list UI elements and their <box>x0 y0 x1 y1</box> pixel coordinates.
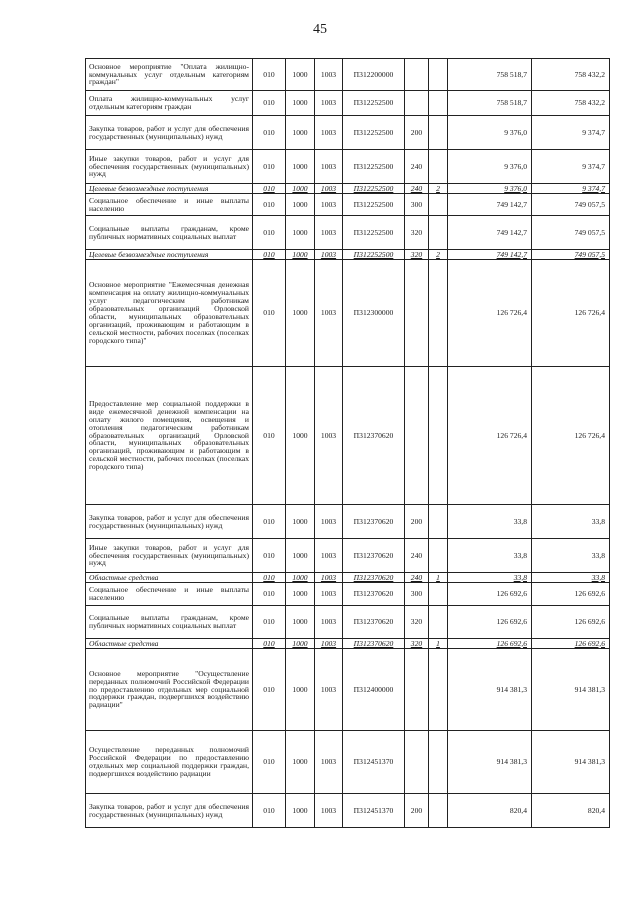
ministry-code: 010 <box>253 216 286 250</box>
target-article-code: П312300000 <box>343 260 405 367</box>
section-code: 1000 <box>286 606 315 639</box>
amount-executed: 914 381,3 <box>532 649 610 731</box>
target-article-code: П312252500 <box>343 91 405 116</box>
row-description: Предоставление мер социальной поддержки в виде ежемесячной денежной компенсации на оплату жилого помещения, освещения и отопления педагогическим работникам образовательных организаций Орловской области, муниципальных образовательных организаций, проживающим и работающим в сельской местности, рабочих поселках (поселках городского типа) <box>86 367 253 505</box>
amount-executed: 33,8 <box>532 573 610 583</box>
amount-approved: 914 381,3 <box>448 731 532 794</box>
target-article-code: П312370620 <box>343 539 405 573</box>
row-description: Основное мероприятие "Оплата жилищно-коммунальных услуг отдельным категориям граждан" <box>86 59 253 91</box>
section-code: 1000 <box>286 194 315 216</box>
ministry-code: 010 <box>253 639 286 649</box>
table-row <box>86 731 610 794</box>
amount-approved: 9 376,0 <box>448 116 532 150</box>
table-row <box>86 639 610 649</box>
ministry-code: 010 <box>253 194 286 216</box>
ministry-code: 010 <box>253 260 286 367</box>
expense-type-code <box>405 59 429 91</box>
expense-type-code <box>405 731 429 794</box>
section-code: 1000 <box>286 116 315 150</box>
amount-executed: 758 432,2 <box>532 91 610 116</box>
funding-source-code <box>429 216 448 250</box>
ministry-code: 010 <box>253 116 286 150</box>
amount-approved: 820,4 <box>448 794 532 828</box>
section-code: 1000 <box>286 150 315 184</box>
target-article-code: П312370620 <box>343 367 405 505</box>
table-row <box>86 367 610 505</box>
subsection-code: 1003 <box>315 260 343 367</box>
ministry-code: 010 <box>253 505 286 539</box>
amount-executed: 126 692,6 <box>532 639 610 649</box>
amount-approved: 126 726,4 <box>448 260 532 367</box>
funding-source-code <box>429 731 448 794</box>
amount-executed: 33,8 <box>532 505 610 539</box>
funding-source-code <box>429 116 448 150</box>
ministry-code: 010 <box>253 731 286 794</box>
expense-type-code: 200 <box>405 505 429 539</box>
ministry-code: 010 <box>253 583 286 606</box>
expense-type-code: 240 <box>405 539 429 573</box>
section-code: 1000 <box>286 250 315 260</box>
amount-executed: 126 692,6 <box>532 583 610 606</box>
section-code: 1000 <box>286 505 315 539</box>
section-code: 1000 <box>286 649 315 731</box>
amount-approved: 758 518,7 <box>448 59 532 91</box>
funding-source-code <box>429 794 448 828</box>
subsection-code: 1003 <box>315 649 343 731</box>
section-code: 1000 <box>286 184 315 194</box>
funding-source-code <box>429 649 448 731</box>
expense-type-code: 320 <box>405 639 429 649</box>
row-description: Иные закупки товаров, работ и услуг для обеспечения государственных (муниципальных) нужд <box>86 539 253 573</box>
section-code: 1000 <box>286 91 315 116</box>
ministry-code: 010 <box>253 150 286 184</box>
table-row <box>86 216 610 250</box>
funding-source-code <box>429 606 448 639</box>
table-row <box>86 184 610 194</box>
row-description: Осуществление переданных полномочий Российской Федерации по предоставлению отдельных мер социальной поддержки граждан, подвергшихся воздействию радиации <box>86 731 253 794</box>
table-row <box>86 194 610 216</box>
ministry-code: 010 <box>253 606 286 639</box>
funding-source-code <box>429 59 448 91</box>
subsection-code: 1003 <box>315 216 343 250</box>
table-row <box>86 606 610 639</box>
amount-approved: 33,8 <box>448 539 532 573</box>
subsection-code: 1003 <box>315 91 343 116</box>
row-description: Социальные выплаты гражданам, кроме публичных нормативных социальных выплат <box>86 216 253 250</box>
amount-approved: 126 692,6 <box>448 639 532 649</box>
table-row <box>86 539 610 573</box>
expense-type-code: 200 <box>405 116 429 150</box>
amount-approved: 33,8 <box>448 505 532 539</box>
expense-type-code: 300 <box>405 583 429 606</box>
table-row <box>86 583 610 606</box>
target-article-code: П312451370 <box>343 794 405 828</box>
funding-source-code: 1 <box>429 573 448 583</box>
amount-approved: 914 381,3 <box>448 649 532 731</box>
ministry-code: 010 <box>253 250 286 260</box>
expense-type-code <box>405 649 429 731</box>
target-article-code: П312370620 <box>343 573 405 583</box>
amount-approved: 126 692,6 <box>448 583 532 606</box>
section-code: 1000 <box>286 583 315 606</box>
section-code: 1000 <box>286 59 315 91</box>
subsection-code: 1003 <box>315 606 343 639</box>
table-row <box>86 250 610 260</box>
section-code: 1000 <box>286 260 315 367</box>
subsection-code: 1003 <box>315 573 343 583</box>
subsection-code: 1003 <box>315 367 343 505</box>
subsection-code: 1003 <box>315 583 343 606</box>
amount-approved: 758 518,7 <box>448 91 532 116</box>
table-row <box>86 649 610 731</box>
subsection-code: 1003 <box>315 150 343 184</box>
funding-source-code <box>429 260 448 367</box>
amount-executed: 914 381,3 <box>532 731 610 794</box>
row-description: Целевые безвозмездные поступления <box>86 184 253 194</box>
amount-approved: 126 692,6 <box>448 606 532 639</box>
ministry-code: 010 <box>253 539 286 573</box>
row-description: Оплата жилищно-коммунальных услуг отдельным категориям граждан <box>86 91 253 116</box>
ministry-code: 010 <box>253 649 286 731</box>
ministry-code: 010 <box>253 367 286 505</box>
section-code: 1000 <box>286 639 315 649</box>
funding-source-code <box>429 505 448 539</box>
expense-type-code: 240 <box>405 150 429 184</box>
subsection-code: 1003 <box>315 731 343 794</box>
section-code: 1000 <box>286 539 315 573</box>
amount-approved: 9 376,0 <box>448 150 532 184</box>
target-article-code: П312370620 <box>343 639 405 649</box>
ministry-code: 010 <box>253 184 286 194</box>
table-row <box>86 505 610 539</box>
funding-source-code <box>429 539 448 573</box>
section-code: 1000 <box>286 731 315 794</box>
amount-executed: 126 726,4 <box>532 367 610 505</box>
expense-type-code: 240 <box>405 184 429 194</box>
row-description: Основное мероприятие "Осуществление переданных полномочий Российской Федерации по предоставлению отдельных мер социальной поддержки граждан, подвергшихся воздействию радиации" <box>86 649 253 731</box>
row-description: Закупка товаров, работ и услуг для обеспечения государственных (муниципальных) нужд <box>86 794 253 828</box>
funding-source-code <box>429 367 448 505</box>
row-description: Областные средства <box>86 639 253 649</box>
table-row <box>86 116 610 150</box>
subsection-code: 1003 <box>315 250 343 260</box>
table-body <box>86 59 610 828</box>
ministry-code: 010 <box>253 59 286 91</box>
expense-type-code <box>405 260 429 367</box>
subsection-code: 1003 <box>315 59 343 91</box>
row-description: Основное мероприятие "Ежемесячная денежная компенсация на оплату жилищно-коммунальных услуг педагогическим работникам образовательных организаций Орловской области, муниципальных образовательных организаций, проживающим и работающим в сельской местности, рабочих поселках (поселках городского типа)" <box>86 260 253 367</box>
subsection-code: 1003 <box>315 639 343 649</box>
row-description: Закупка товаров, работ и услуг для обеспечения государственных (муниципальных) нужд <box>86 505 253 539</box>
target-article-code: П312252500 <box>343 194 405 216</box>
row-description: Иные закупки товаров, работ и услуг для обеспечения государственных (муниципальных) нужд <box>86 150 253 184</box>
amount-executed: 33,8 <box>532 539 610 573</box>
section-code: 1000 <box>286 573 315 583</box>
table-row <box>86 150 610 184</box>
amount-approved: 126 726,4 <box>448 367 532 505</box>
ministry-code: 010 <box>253 794 286 828</box>
page-number: 45 <box>313 22 327 37</box>
amount-approved: 33,8 <box>448 573 532 583</box>
target-article-code: П312370620 <box>343 583 405 606</box>
row-description: Закупка товаров, работ и услуг для обеспечения государственных (муниципальных) нужд <box>86 116 253 150</box>
funding-source-code <box>429 91 448 116</box>
funding-source-code: 1 <box>429 639 448 649</box>
section-code: 1000 <box>286 367 315 505</box>
target-article-code: П312252500 <box>343 150 405 184</box>
funding-source-code <box>429 150 448 184</box>
expense-type-code <box>405 367 429 505</box>
section-code: 1000 <box>286 216 315 250</box>
amount-approved: 749 142,7 <box>448 250 532 260</box>
expense-type-code <box>405 91 429 116</box>
target-article-code: П312200000 <box>343 59 405 91</box>
funding-source-code <box>429 583 448 606</box>
amount-approved: 9 376,0 <box>448 184 532 194</box>
amount-executed: 126 692,6 <box>532 606 610 639</box>
table-row <box>86 260 610 367</box>
subsection-code: 1003 <box>315 194 343 216</box>
expense-type-code: 320 <box>405 250 429 260</box>
target-article-code: П312370620 <box>343 606 405 639</box>
ministry-code: 010 <box>253 91 286 116</box>
amount-executed: 9 374,7 <box>532 184 610 194</box>
target-article-code: П312252500 <box>343 116 405 150</box>
budget-table <box>85 58 610 828</box>
amount-executed: 9 374,7 <box>532 150 610 184</box>
target-article-code: П312252500 <box>343 250 405 260</box>
subsection-code: 1003 <box>315 116 343 150</box>
amount-executed: 820,4 <box>532 794 610 828</box>
table-row <box>86 91 610 116</box>
amount-executed: 126 726,4 <box>532 260 610 367</box>
row-description: Социальное обеспечение и иные выплаты населению <box>86 194 253 216</box>
target-article-code: П312370620 <box>343 505 405 539</box>
funding-source-code <box>429 194 448 216</box>
subsection-code: 1003 <box>315 505 343 539</box>
row-description: Социальные выплаты гражданам, кроме публичных нормативных социальных выплат <box>86 606 253 639</box>
expense-type-code: 240 <box>405 573 429 583</box>
row-description: Социальное обеспечение и иные выплаты населению <box>86 583 253 606</box>
table-row <box>86 794 610 828</box>
expense-type-code: 320 <box>405 606 429 639</box>
subsection-code: 1003 <box>315 794 343 828</box>
funding-source-code: 2 <box>429 250 448 260</box>
target-article-code: П312451370 <box>343 731 405 794</box>
table-row <box>86 59 610 91</box>
amount-executed: 9 374,7 <box>532 116 610 150</box>
row-description: Областные средства <box>86 573 253 583</box>
section-code: 1000 <box>286 794 315 828</box>
expense-type-code: 300 <box>405 194 429 216</box>
expense-type-code: 320 <box>405 216 429 250</box>
target-article-code: П312252500 <box>343 216 405 250</box>
table-row <box>86 573 610 583</box>
row-description: Целевые безвозмездные поступления <box>86 250 253 260</box>
funding-source-code: 2 <box>429 184 448 194</box>
expense-type-code: 200 <box>405 794 429 828</box>
amount-executed: 758 432,2 <box>532 59 610 91</box>
subsection-code: 1003 <box>315 184 343 194</box>
amount-approved: 749 142,7 <box>448 216 532 250</box>
amount-executed: 749 057,5 <box>532 216 610 250</box>
subsection-code: 1003 <box>315 539 343 573</box>
amount-executed: 749 057,5 <box>532 250 610 260</box>
target-article-code: П312252500 <box>343 184 405 194</box>
amount-approved: 749 142,7 <box>448 194 532 216</box>
ministry-code: 010 <box>253 573 286 583</box>
target-article-code: П312400000 <box>343 649 405 731</box>
amount-executed: 749 057,5 <box>532 194 610 216</box>
